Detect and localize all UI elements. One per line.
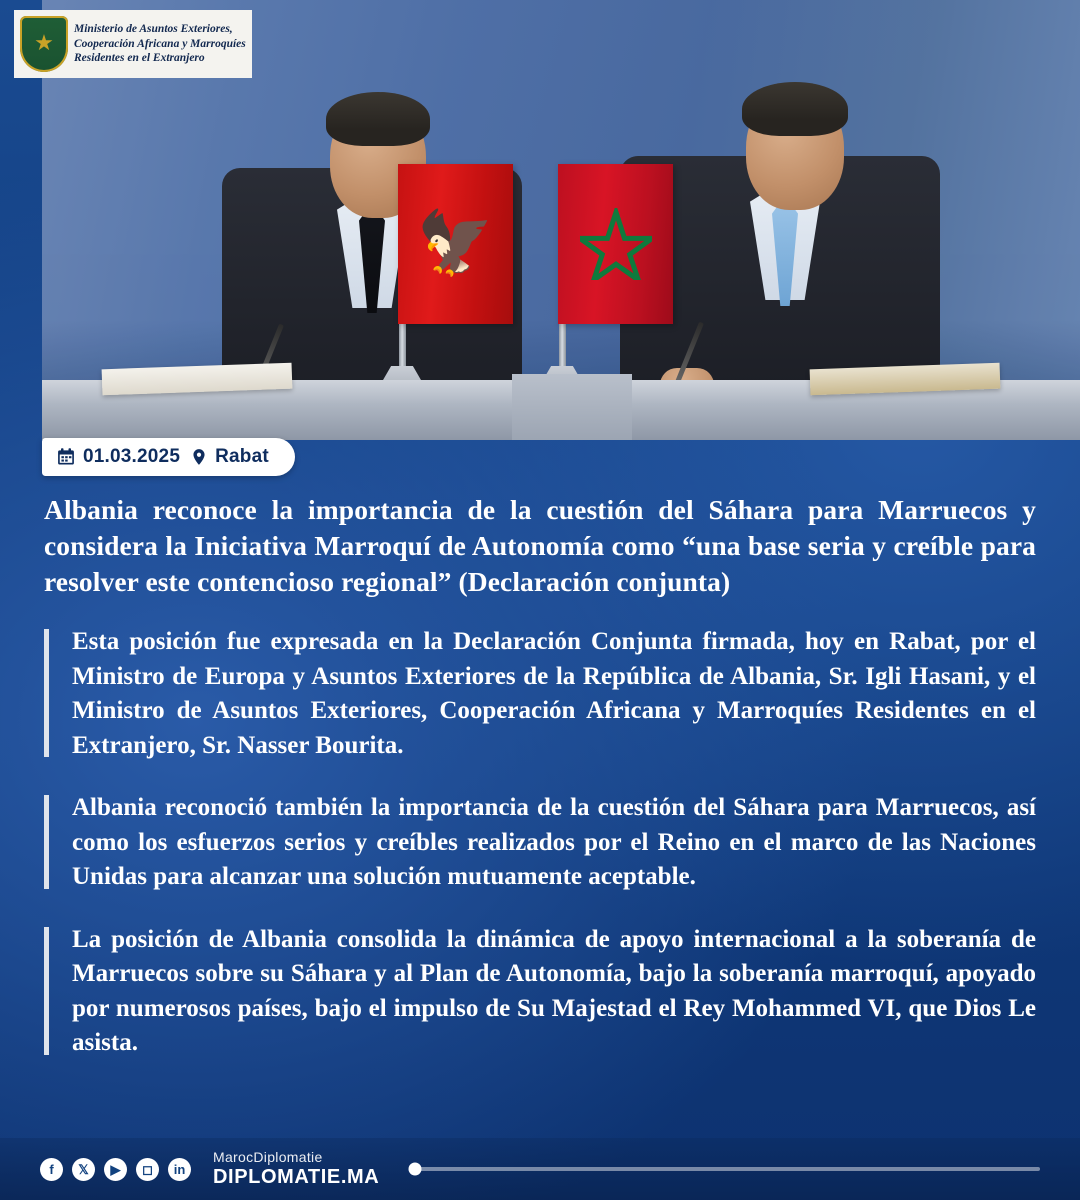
official-right-hair <box>742 82 848 136</box>
paragraph-1 <box>44 625 1036 763</box>
paragraph-2 <box>44 791 1036 895</box>
social-links[interactable] <box>40 1158 191 1181</box>
progress-track[interactable] <box>415 1167 1040 1171</box>
paragraph-3-text: La posición de Albania consolida la dinámica de apoyo internacional a la soberanía de Marruecos sobre su Sáhara y al Plan de Autonomía, bajo la soberanía marroquí, apoyado por numerosos países, bajo el impulso de Su Majestad el Rey Mohammed VI, que Dios Le asista. <box>72 925 1036 1057</box>
instagram-icon[interactable]: ◻ <box>136 1158 159 1181</box>
location-pin-icon <box>190 447 208 467</box>
page-title: Albania reconoce la importancia de la cuestión del Sáhara para Marruecos y considera la Iniciativa Marroquí de Autonomía como “una base seria y creíble para resolver este contencioso regional” (Declaración conjunta) <box>44 494 1036 597</box>
location-item <box>190 446 269 468</box>
double-headed-eagle-icon: 🦅 <box>416 210 495 278</box>
date-item <box>56 446 180 468</box>
calendar-icon <box>56 447 76 467</box>
article-body <box>0 492 1080 1089</box>
morocco-flag-cloth <box>558 164 673 324</box>
photo-area <box>0 0 1080 470</box>
social-handle <box>213 1150 379 1187</box>
progress-knob[interactable] <box>409 1163 422 1176</box>
ministry-logo <box>14 10 252 78</box>
social-handle-name: MarocDiplomatie <box>213 1149 323 1166</box>
paragraph-1-text: Esta posición fue expresada en la Declaración Conjunta firmada, hoy en Rabat, por el Ministro de Europa y Asuntos Exteriores de la República de Albania, Sr. Igli Hasani, y el Ministro de Asuntos Exteriores, Cooperación Africana y Marroquíes Residentes en el Extranjero, Sr. Nasser Bourita. <box>72 628 1036 759</box>
website-url[interactable]: DIPLOMATIE.MA <box>213 1165 380 1188</box>
albania-flag-cloth <box>398 164 513 324</box>
paragraph-3 <box>44 923 1036 1061</box>
date-text: 01.03.2025 <box>83 446 181 467</box>
paragraph-2-text: Albania reconoció también la importancia de la cuestión del Sáhara para Marruecos, así como los esfuerzos serios y creíbles realizados por el Reino en el marco de las Naciones Unidas para alcanzar una solución mutuamente aceptable. <box>72 794 1036 891</box>
ministry-line-1: Ministerio de Asuntos Exteriores, <box>74 23 233 36</box>
youtube-icon[interactable]: ▶ <box>104 1158 127 1181</box>
ministry-line-2: Cooperación Africana y Marroquíes <box>74 37 246 50</box>
footer-bar <box>0 1138 1080 1200</box>
linkedin-icon[interactable]: in <box>168 1158 191 1181</box>
ministry-line-3: Residentes en el Extranjero <box>74 52 205 65</box>
ministry-logo-text <box>74 22 246 65</box>
official-left-hair <box>326 92 430 146</box>
date-location-badge <box>42 438 295 476</box>
location-text: Rabat <box>215 446 269 467</box>
x-twitter-icon[interactable]: 𝕏 <box>72 1158 95 1181</box>
morocco-coat-of-arms-icon <box>20 16 68 72</box>
facebook-icon[interactable]: f <box>40 1158 63 1181</box>
green-pentagram-icon <box>580 208 652 280</box>
